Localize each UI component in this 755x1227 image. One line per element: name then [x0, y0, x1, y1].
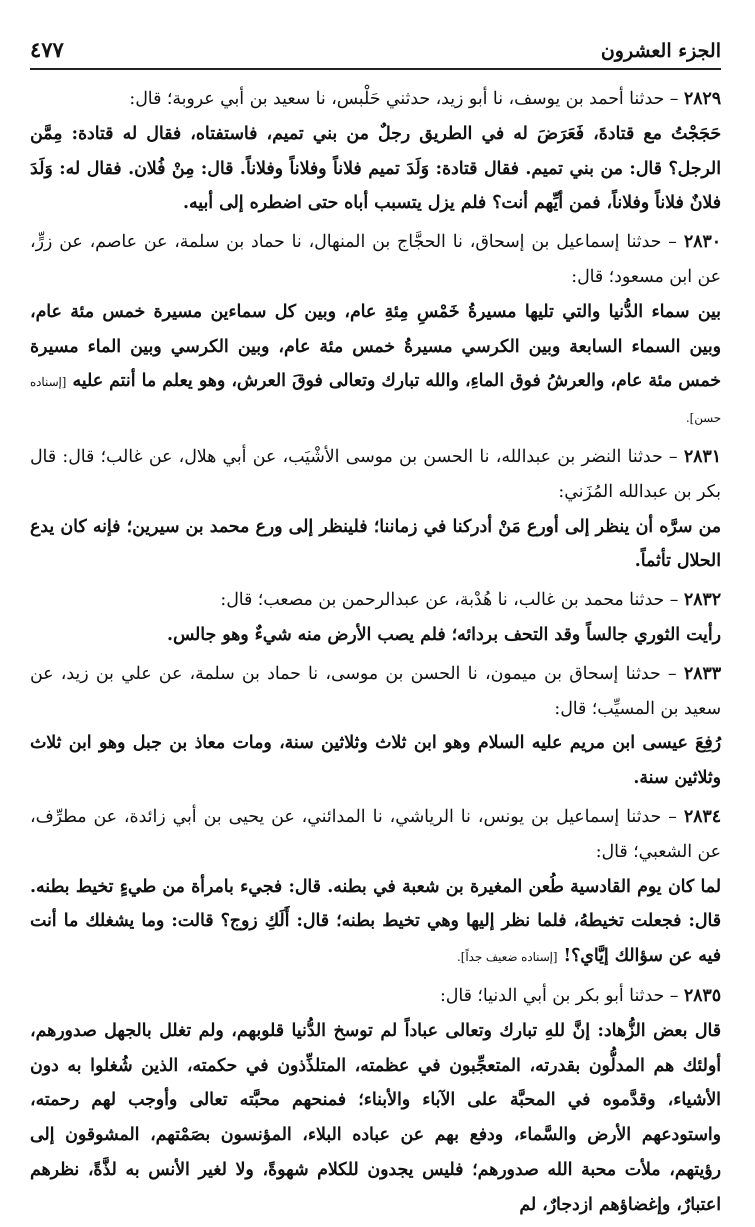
- page-header: [30, 28, 721, 62]
- page-number: ٤٧٧: [30, 37, 64, 62]
- isnad-chain: [30, 82, 721, 117]
- body-text: بين سماء الدُّنيا والتي تليها مسيرةُ خَمْسِ مِئةِ عام، وبين كل سماءين مسيرة خمس مئة عام، وبين السماء السابعة وبين الكرسي مسيرةُ خمس مئة عام، وبين الكرسي وبين الماء مسيرة خمس مئة عام، والعرشُ فوق الماءِ، والله تبارك وتعالى فوقَ العرش، وهو يعلم ما أنتم عليه: [30, 301, 721, 392]
- chain-text: – حدثنا أبو بكر بن أبي الدنيا؛ قال:: [439, 985, 679, 1006]
- isnad-chain: [30, 979, 721, 1014]
- hadith-entry-2833: [30, 657, 721, 796]
- hadith-entry-2831: [30, 440, 721, 579]
- entry-number: ٢٨٣١: [683, 446, 721, 467]
- volume-title: الجزء العشرون: [600, 40, 721, 62]
- hadith-entry-2829: [30, 82, 721, 221]
- entry-number: ٢٨٢٩: [683, 89, 721, 109]
- body-text: رأيت الثوري جالساً وقد التحف بردائه؛ فلم يصب الأرض منه شيءٌ وهو جالس.: [166, 624, 721, 645]
- matn-text: [30, 618, 721, 653]
- matn-text: [30, 117, 721, 221]
- body-text: رُفِعَ عيسى ابن مريم عليه السلام وهو ابن ثلاث وثلاثين سنة، ومات معاذ بن جبل وهو ابن ثلاث وثلاثين سنة.: [30, 733, 721, 789]
- entry-number: ٢٨٣٣: [683, 663, 721, 684]
- isnad-chain: [30, 800, 721, 870]
- entry-number: ٢٨٣٤: [683, 806, 721, 827]
- isnad-chain: [30, 225, 721, 295]
- entry-number: ٢٨٣٢: [683, 590, 721, 611]
- header-rule: [30, 68, 721, 70]
- grading-note: [إسناده ضعيف جداً].: [457, 950, 558, 965]
- hadith-entry-2830: [30, 225, 721, 436]
- chain-text: – حدثنا إسماعيل بن يونس، نا الرياشي، نا المدائني، عن يحيى بن أبي زائدة، عن مطرِّف، عن الشعبي؛ قال:: [30, 806, 721, 862]
- matn-text: [30, 295, 721, 436]
- matn-text: [30, 1014, 721, 1223]
- chain-text: – حدثنا إسماعيل بن إسحاق، نا الحجَّاج بن المنهال، نا حماد بن سلمة، عن عاصم، عن زرٍّ، عن ابن مسعود؛ قال:: [30, 232, 721, 287]
- hadith-entry-2835: [30, 979, 721, 1223]
- matn-text: [30, 870, 721, 975]
- body-text: قال بعض الزُّهاد: إنَّ للهِ تبارك وتعالى عباداً لم توسخ الدُّنيا قلوبهم، ولم تغلل بالجهل صدورهم، أولئك هم المدلُّون بقدرته، المتعجِّبون في عظمته، المتلذِّذون في حكمته، الذين شُغلوا به دون الأشياء، وقدَّموه في المحبَّة على الآباء والأبناء؛ فمنحهم محبَّته تعالى وأوجب لهم رحمته، واستودعهم الأرض والسَّماء، ودفع بهم عن عباده البلاء، المؤنسون بصَمْتهم، المشوقون إلى رؤيتهم، ملأت محبة الله صدورهم؛ فليس يجدون للكلام شهوةً، ولا لغير الأنس به لذَّةً، نظرهم اعتبارٌ، وإغضاؤهم ازدجارٌ، لم: [30, 1020, 721, 1215]
- hadith-entry-2834: [30, 800, 721, 975]
- isnad-chain: [30, 440, 721, 510]
- matn-text: [30, 510, 721, 580]
- chain-text: – حدثنا إسحاق بن ميمون، نا الحسن بن موسى، نا حماد بن سلمة، عن علي بن زيد، عن سعيد بن المسيِّب؛ قال:: [30, 663, 721, 719]
- isnad-chain: [30, 657, 721, 727]
- isnad-chain: [30, 583, 721, 618]
- body-text: حَجَجْتُ مع قتادةَ، فَعَرَضَ له في الطريق رجلٌ من بني تميم، فاستفتاه، فقال له قتادة: مِمَّن الرجل؟ قال: من بني تميم. فقال قتادة: وَلَدَ تميم فلاناً وفلاناً وفلاناً. قال: مِنْ فُلان. فقال له: وَلَدَ فلانٌ فلاناً وفلاناً، فمن أيِّهم أنت؟ فلم يزل يتسبب أباه حتى اضطره إلى أبيه.: [30, 123, 721, 214]
- chain-text: – حدثنا محمد بن غالب، نا هُدْبة، عن عبدالرحمن بن مصعب؛ قال:: [220, 590, 679, 611]
- grading-note: [إسناده حسن].: [30, 375, 721, 426]
- matn-text: [30, 726, 721, 796]
- chain-text: – حدثنا النضر بن عبدالله، نا الحسن بن موسى الأشْيَب، عن أبي هلال، عن غالب؛ قال: قال بكر بن عبدالله المُزَني:: [30, 446, 721, 502]
- hadith-entry-2832: [30, 583, 721, 653]
- page-content: [30, 82, 721, 1227]
- body-text: من سرَّه أن ينظر إلى أورع مَنْ أدركنا في زماننا؛ فلينظر إلى ورع محمد بن سيرين؛ فإنه كان يدع الحلال تأثماً.: [30, 516, 721, 572]
- body-text: لما كان يوم القادسية طُعن المغيرة بن شعبة في بطنه. قال: فجيء بامرأة من طيءٍ تخيط بطنه. قال: فجعلت تخيطهُ، فلما نظر إليها وهي تخيط بطنه؛ قال: أَلَكِ زوج؟ قالت: وما يشغلك ما أنت فيه عن سؤالك إيَّاي؟!: [30, 876, 721, 967]
- entry-number: ٢٨٣٥: [683, 985, 721, 1006]
- entry-number: ٢٨٣٠: [683, 232, 721, 253]
- chain-text: – حدثنا أحمد بن يوسف، نا أبو زيد، حدثني حَلْبس، نا سعيد بن أبي عروبة؛ قال:: [129, 89, 679, 109]
